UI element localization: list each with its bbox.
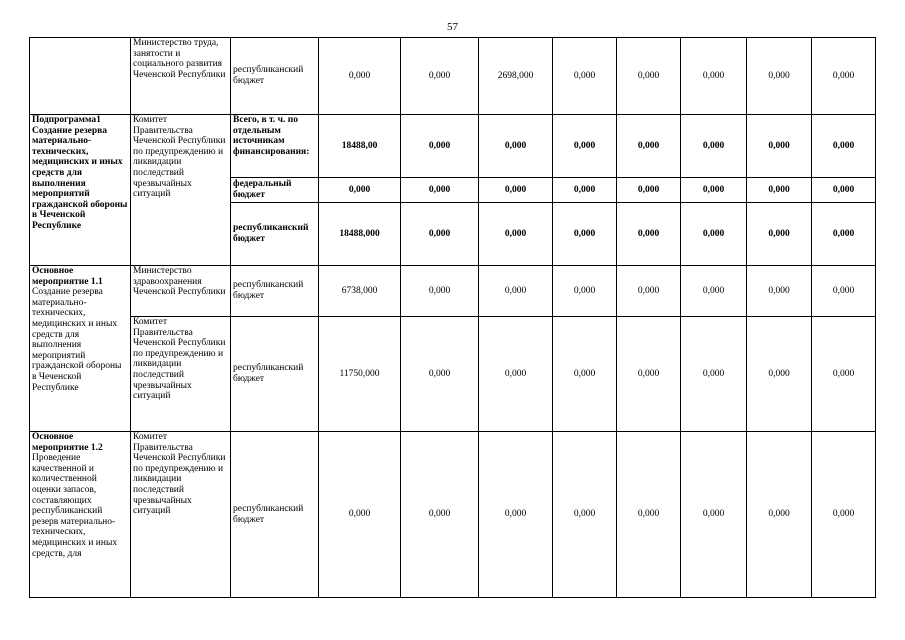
value-cell: 0,000 — [401, 432, 479, 598]
executor-cell: Министерство труда, занятости и социального развития Чеченской Республики — [131, 38, 231, 115]
value-cell: 0,000 — [553, 38, 617, 115]
value-cell: 0,000 — [747, 432, 812, 598]
value-cell: 0,000 — [401, 266, 479, 317]
value-cell: 0,000 — [812, 317, 876, 432]
value-cell: 0,000 — [617, 203, 681, 266]
value-cell: 0,000 — [553, 115, 617, 178]
value-cell: 0,000 — [812, 178, 876, 203]
value-cell: 0,000 — [747, 115, 812, 178]
value-cell: 0,000 — [319, 432, 401, 598]
value-cell: 0,000 — [553, 266, 617, 317]
value-cell: 0,000 — [553, 432, 617, 598]
table-row — [30, 432, 876, 598]
value-cell: 0,000 — [747, 178, 812, 203]
value-cell: 0,000 — [617, 38, 681, 115]
value-cell: 0,000 — [401, 203, 479, 266]
value-cell: 0,000 — [617, 115, 681, 178]
subprogram-cell: Подпрограмма1 Создание резерва материально-технических, медицинских и иных средств для выполнения мероприятий гражданской обороны в Чеченской Республике — [30, 115, 131, 266]
source-cell: республиканский бюджет — [231, 203, 319, 266]
value-cell: 0,000 — [319, 38, 401, 115]
activity-title: Основное мероприятие 1.1 — [32, 266, 103, 287]
value-cell: 0,000 — [681, 178, 747, 203]
activity-description: Создание резерва материально-технических, медицинских и иных средств для выполнения мероприятий гражданской обороны в Чеченской Республике — [32, 287, 122, 393]
table-row — [30, 115, 876, 178]
activity-title: Основное мероприятие 1.2 — [32, 432, 103, 453]
source-cell: республиканский бюджет — [231, 432, 319, 598]
value-cell: 0,000 — [617, 432, 681, 598]
value-cell: 0,000 — [479, 317, 553, 432]
value-cell: 0,000 — [617, 317, 681, 432]
value-cell: 0,000 — [553, 317, 617, 432]
value-cell: 0,000 — [681, 266, 747, 317]
executor-cell: Министерство здравоохранения Чеченской Республики — [131, 266, 231, 317]
source-cell: республиканский бюджет — [231, 38, 319, 115]
value-cell: 0,000 — [319, 178, 401, 203]
table-row — [30, 38, 876, 115]
value-cell: 0,000 — [553, 203, 617, 266]
value-cell: 0,000 — [812, 115, 876, 178]
value-cell: 0,000 — [479, 115, 553, 178]
table-row — [30, 317, 876, 432]
value-cell: 0,000 — [747, 317, 812, 432]
value-cell: 0,000 — [681, 317, 747, 432]
value-cell: 0,000 — [553, 178, 617, 203]
executor-cell: Комитет Правительства Чеченской Республики по предупреждению и ликвидации последствий чрезвычайных ситуаций — [131, 115, 231, 266]
executor-cell: Комитет Правительства Чеченской Республики по предупреждению и ликвидации последствий чрезвычайных ситуаций — [131, 317, 231, 432]
activity-cell — [30, 432, 131, 598]
value-cell: 0,000 — [479, 432, 553, 598]
budget-table — [29, 37, 876, 598]
executor-cell: Комитет Правительства Чеченской Республики по предупреждению и ликвидации последствий чрезвычайных ситуаций — [131, 432, 231, 598]
value-cell: 18488,00 — [319, 115, 401, 178]
value-cell: 0,000 — [401, 178, 479, 203]
source-cell: Всего, в т. ч. по отдельным источникам финансирования: — [231, 115, 319, 178]
value-cell: 18488,000 — [319, 203, 401, 266]
value-cell: 0,000 — [479, 178, 553, 203]
value-cell: 0,000 — [401, 115, 479, 178]
value-cell: 0,000 — [812, 38, 876, 115]
value-cell: 0,000 — [401, 317, 479, 432]
value-cell: 0,000 — [747, 38, 812, 115]
activity-cell — [30, 266, 131, 432]
value-cell: 0,000 — [747, 266, 812, 317]
value-cell: 0,000 — [681, 203, 747, 266]
value-cell: 11750,000 — [319, 317, 401, 432]
value-cell: 0,000 — [401, 38, 479, 115]
value-cell: 0,000 — [812, 266, 876, 317]
value-cell: 0,000 — [479, 203, 553, 266]
source-cell: республиканский бюджет — [231, 266, 319, 317]
source-cell: федеральный бюджет — [231, 178, 319, 203]
page-number: 57 — [447, 21, 458, 33]
source-cell: республиканский бюджет — [231, 317, 319, 432]
value-cell: 0,000 — [812, 432, 876, 598]
value-cell: 0,000 — [479, 266, 553, 317]
program-cell — [30, 38, 131, 115]
activity-description: Проведение качественной и количественной оценки запасов, составляющих республиканский резерв материально-технических, медицинских и иных средств, для — [32, 453, 118, 559]
value-cell: 0,000 — [747, 203, 812, 266]
value-cell: 0,000 — [681, 115, 747, 178]
value-cell: 0,000 — [812, 203, 876, 266]
value-cell: 0,000 — [681, 432, 747, 598]
value-cell: 0,000 — [681, 38, 747, 115]
table-row — [30, 266, 876, 317]
value-cell: 6738,000 — [319, 266, 401, 317]
value-cell: 0,000 — [617, 178, 681, 203]
value-cell: 2698,000 — [479, 38, 553, 115]
value-cell: 0,000 — [617, 266, 681, 317]
